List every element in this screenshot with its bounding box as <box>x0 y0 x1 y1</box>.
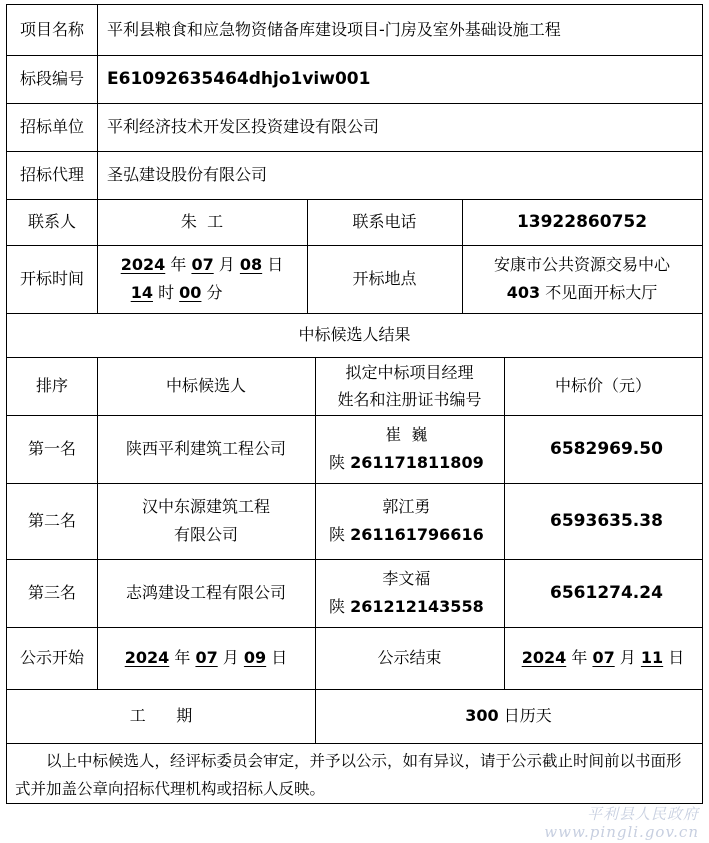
header-manager: 拟定中标项目经理 姓名和注册证书编号 <box>337 363 482 409</box>
candidate-name: 汉中东源建筑工程 有限公司 <box>141 497 270 544</box>
notice-text: 以上中标候选人，经评标委员会审定，并予以公示，如有异议，请于公示截止时间前以书面形式并加盖公章向招标代理机构或招标人反映。 <box>15 752 682 798</box>
opening-time-label: 开标时间 <box>19 269 84 288</box>
section-number-value: E61092635464dhjo1viw001 <box>107 69 371 89</box>
candidate-name: 陕西平利建筑工程公司 <box>125 439 286 458</box>
candidate-rank: 第二名 <box>27 511 76 530</box>
section-number-label: 标段编号 <box>19 69 84 88</box>
project-name-value: 平利县粮食和应急物资储备库建设项目-门房及室外基础设施工程 <box>107 20 561 39</box>
project-name-label: 项目名称 <box>19 20 84 39</box>
publicity-start-value: 2024 年 07 月 09 日 <box>124 648 288 667</box>
duration-value: 300 日历天 <box>465 706 552 725</box>
phone-value: 13922860752 <box>516 212 648 232</box>
phone-label: 联系电话 <box>352 212 417 231</box>
publicity-end-label: 公示结束 <box>377 648 442 667</box>
candidate-rank: 第一名 <box>27 439 76 458</box>
publicity-end-value: 2024 年 07 月 11 日 <box>521 648 685 667</box>
candidate-manager: 李文福 陕 261212143558 <box>329 569 484 616</box>
contact-label: 联系人 <box>27 212 76 231</box>
candidate-rank: 第三名 <box>27 583 76 602</box>
opening-place-label: 开标地点 <box>352 269 417 288</box>
candidate-manager: 郭江勇 陕 261161796616 <box>329 497 484 544</box>
results-title: 中标候选人结果 <box>298 325 411 344</box>
site-watermark: 平利县人民政府 www.pingli.gov.cn <box>544 805 699 841</box>
candidate-manager: 崔 巍 陕 261171811809 <box>329 425 484 472</box>
agent-label: 招标代理 <box>19 165 84 184</box>
header-price: 中标价（元） <box>554 376 651 395</box>
candidate-price: 6582969.50 <box>550 439 663 459</box>
opening-time-value: 2024 年 07 月 08 日 14 时 00 分 <box>120 255 284 302</box>
contact-value: 朱 工 <box>180 212 224 231</box>
result-table <box>6 4 703 804</box>
duration-label: 工 期 <box>129 706 193 725</box>
candidate-name: 志鸿建设工程有限公司 <box>125 583 286 602</box>
header-rank: 排序 <box>35 376 68 395</box>
tenderer-value: 平利经济技术开发区投资建设有限公司 <box>107 117 380 136</box>
header-candidate: 中标候选人 <box>165 376 246 395</box>
publicity-start-label: 公示开始 <box>19 648 84 667</box>
tenderer-label: 招标单位 <box>19 117 84 136</box>
opening-place-value: 安康市公共资源交易中心 403 不见面开标大厅 <box>493 255 670 302</box>
candidate-price: 6561274.24 <box>550 583 663 603</box>
agent-value: 圣弘建设股份有限公司 <box>107 165 268 184</box>
candidate-price: 6593635.38 <box>550 511 663 531</box>
